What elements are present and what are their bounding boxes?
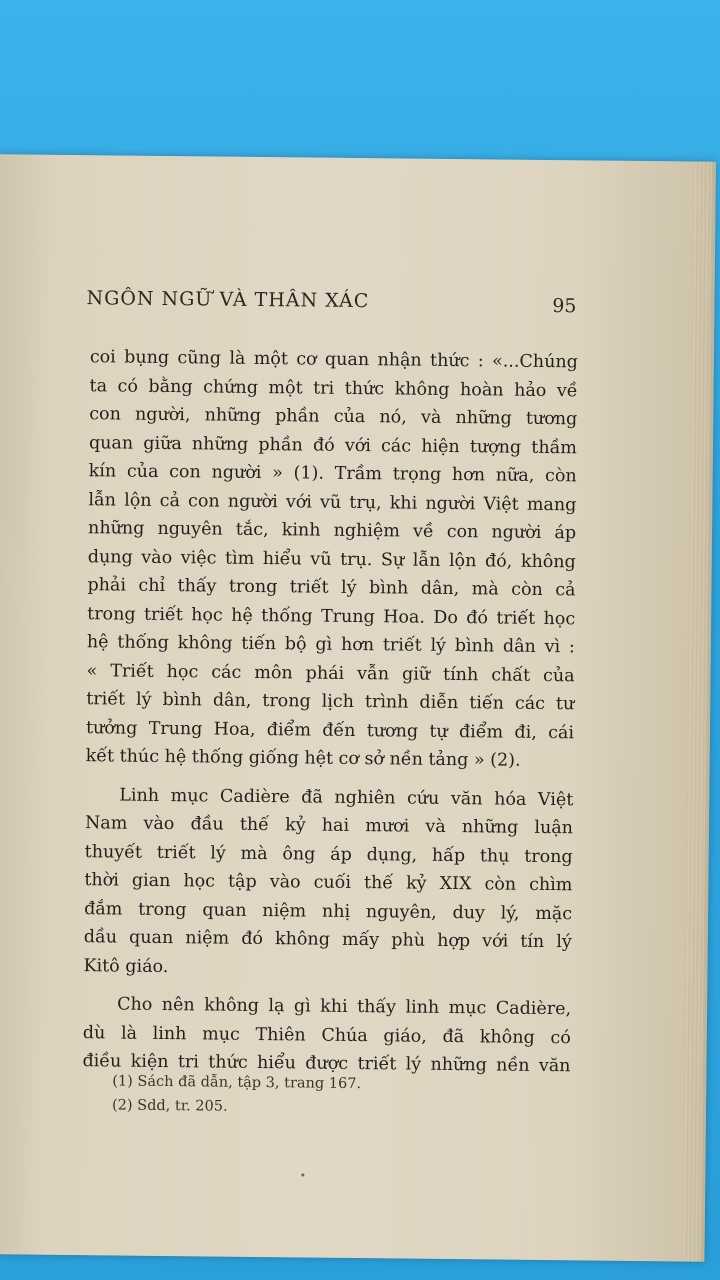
footnotes <box>112 1069 361 1120</box>
paper-speck <box>301 1173 304 1176</box>
text-line: Linh mục Cadière đã nghiên cứu văn hóa Việt <box>119 785 574 810</box>
text-line: con người, những phần của nó, và những tương <box>89 404 578 430</box>
text-line: phải chỉ thấy trong triết lý bình dân, mà còn cả <box>87 575 576 601</box>
text-line: thuyết triết lý mà ông áp dụng, hấp thụ trong <box>84 841 573 867</box>
paragraph-1 <box>86 343 578 776</box>
text-line: coi bụng cũng là một cơ quan nhận thức : «...Chúng <box>89 347 578 373</box>
text-line: trong triết học hệ thống Trung Hoa. Do đó triết học <box>87 603 576 629</box>
text-line: dầu quan niệm đó không mấy phù hợp với tín lý <box>83 927 572 953</box>
text-line: « Triết học các môn phái vẫn giữ tính chất của <box>86 660 575 686</box>
text-line: kết thúc hệ thống giống hệt cơ sở nền tảng » (2). <box>85 746 521 771</box>
text-line: đắm trong quan niệm nhị nguyên, duy lý, mặc <box>84 898 573 924</box>
book-page <box>0 154 716 1261</box>
page-number: 95 <box>552 295 577 318</box>
text-line: hệ thống không tiến bộ gì hơn triết lý bình dân vì : <box>86 632 575 658</box>
text-line: điều kiện tri thức hiểu được triết lý những nền văn <box>82 1051 571 1077</box>
text-line: ta có bằng chứng một tri thức không hoàn hảo về <box>89 375 578 401</box>
body-text <box>82 343 578 1081</box>
text-line: Cho nên không lạ gì khi thấy linh mục Cadière, <box>117 994 572 1020</box>
footnote-1: (1) Sách đã dẫn, tập 3, trang 167. <box>112 1073 362 1093</box>
text-line: những nguyên tắc, kinh nghiệm về con người áp <box>88 518 577 544</box>
running-head: NGÔN NGỮ VÀ THÂN XÁC <box>86 287 370 313</box>
text-line: triết lý bình dân, trong lịch trình diễn tiến các tư <box>86 689 575 715</box>
text-line: kín của con người » (1). Trầm trọng hơn nữa, còn <box>88 461 577 487</box>
paragraph-2 <box>83 781 573 986</box>
text-line: Kitô giáo. <box>83 955 169 977</box>
text-line: thời gian học tập vào cuối thế kỷ XIX còn chìm <box>84 870 573 896</box>
page-edge <box>682 162 712 1262</box>
paragraph-3 <box>82 990 571 1081</box>
text-line: tưởng Trung Hoa, điểm đến tương tự điểm đi, cái <box>85 717 575 743</box>
footnote-2: (2) Sdd, tr. 205. <box>111 1097 228 1115</box>
text-line: Nam vào đầu thế kỷ hai mươi và những luận <box>84 813 574 839</box>
text-line: dù là linh mục Thiên Chúa giáo, đã không có <box>82 1022 571 1048</box>
text-line: lẫn lộn cả con người với vũ trụ, khi người Việt mang <box>88 489 577 515</box>
text-line: quan giữa những phần đó với các hiện tượng thầm <box>88 432 578 458</box>
text-line: dụng vào việc tìm hiểu vũ trụ. Sự lẫn lộn đó, không <box>87 546 576 572</box>
